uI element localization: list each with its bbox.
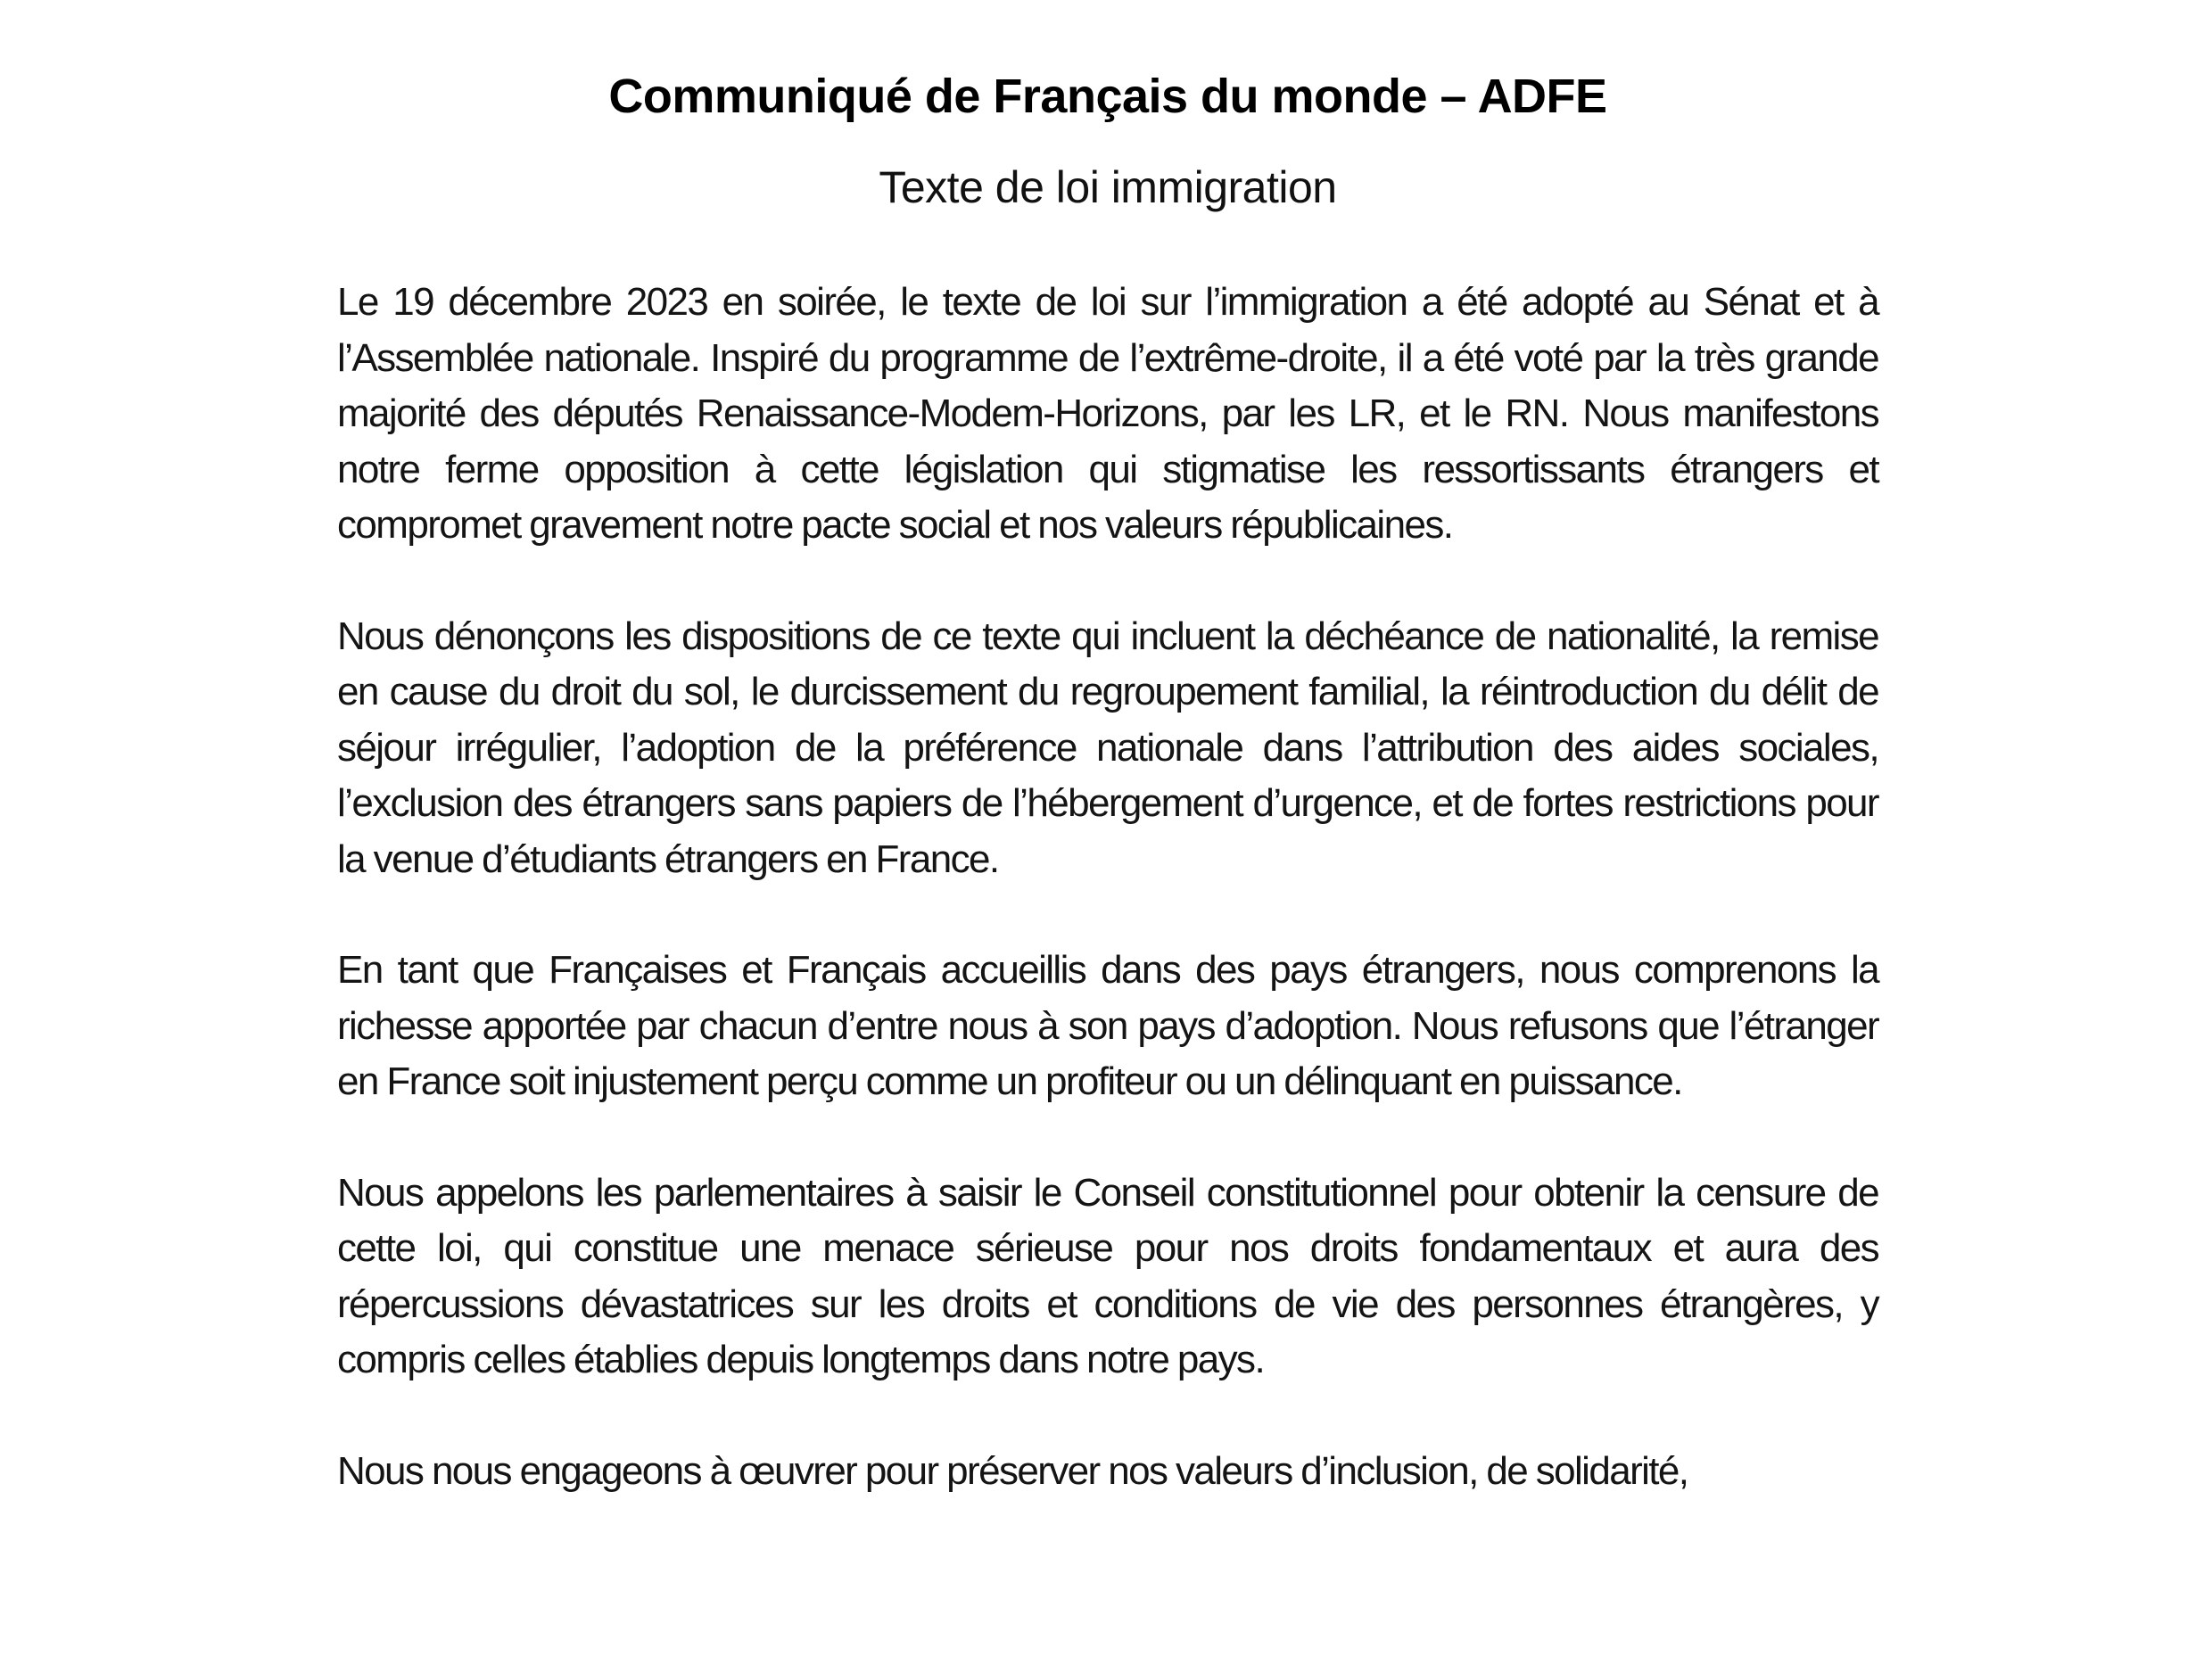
- paragraph-adoption-of-law: Le 19 décembre 2023 en soirée, le texte de loi sur l’immigration a été adopté au Sénat et à l’Assemblée nationale. Inspiré du programme de l’extrême-droite, il a été voté par la très grande majorité des députés Renaissance-Modem-Horizons, par les LR, et le RN. Nous manifestons notre ferme opposition à cette législation qui stigmatise les ressortissants étrangers et compromet gravement notre pacte social et nos valeurs républicaines.: [337, 280, 1878, 547]
- document-title: Communiqué de Français du monde – ADFE: [608, 70, 1607, 123]
- paragraph-french-abroad: En tant que Françaises et Français accueillis dans des pays étrangers, nous comprenons la richesse apportée par chacun d’entre nous à son pays d’adoption. Nous refusons que l’étranger en France soit injustement perçu comme un profiteur ou un délinquant en puissance.: [337, 948, 1878, 1103]
- document-body: [337, 275, 1878, 1499]
- document-subtitle: Texte de loi immigration: [879, 162, 1337, 212]
- paragraph-commitment: Nous nous engageons à œuvrer pour préserver nos valeurs d’inclusion, de solidarité,: [337, 1448, 1688, 1493]
- document-page: [0, 68, 2212, 1673]
- paragraph-denounced-provisions: Nous dénonçons les dispositions de ce texte qui incluent la déchéance de nationalité, la remise en cause du droit du sol, le durcissement du regroupement familial, la réintroduction du délit de séjour irrégulier, l’adoption de la préférence nationale dans l’attribution des aides sociales, l’exclusion des étrangers sans papiers de l’hébergement d’urgence, et de fortes restrictions pour la venue d’étudiants étrangers en France.: [337, 614, 1878, 881]
- paragraph-appeal-conseil-constitutionnel: Nous appelons les parlementaires à saisir le Conseil constitutionnel pour obtenir la censure de cette loi, qui constitue une menace sérieuse pour nos droits fondamentaux et aura des répercussions dévastatrices sur les droits et conditions de vie des personnes étrangères, y compris celles établies depuis longtemps dans notre pays.: [337, 1170, 1878, 1381]
